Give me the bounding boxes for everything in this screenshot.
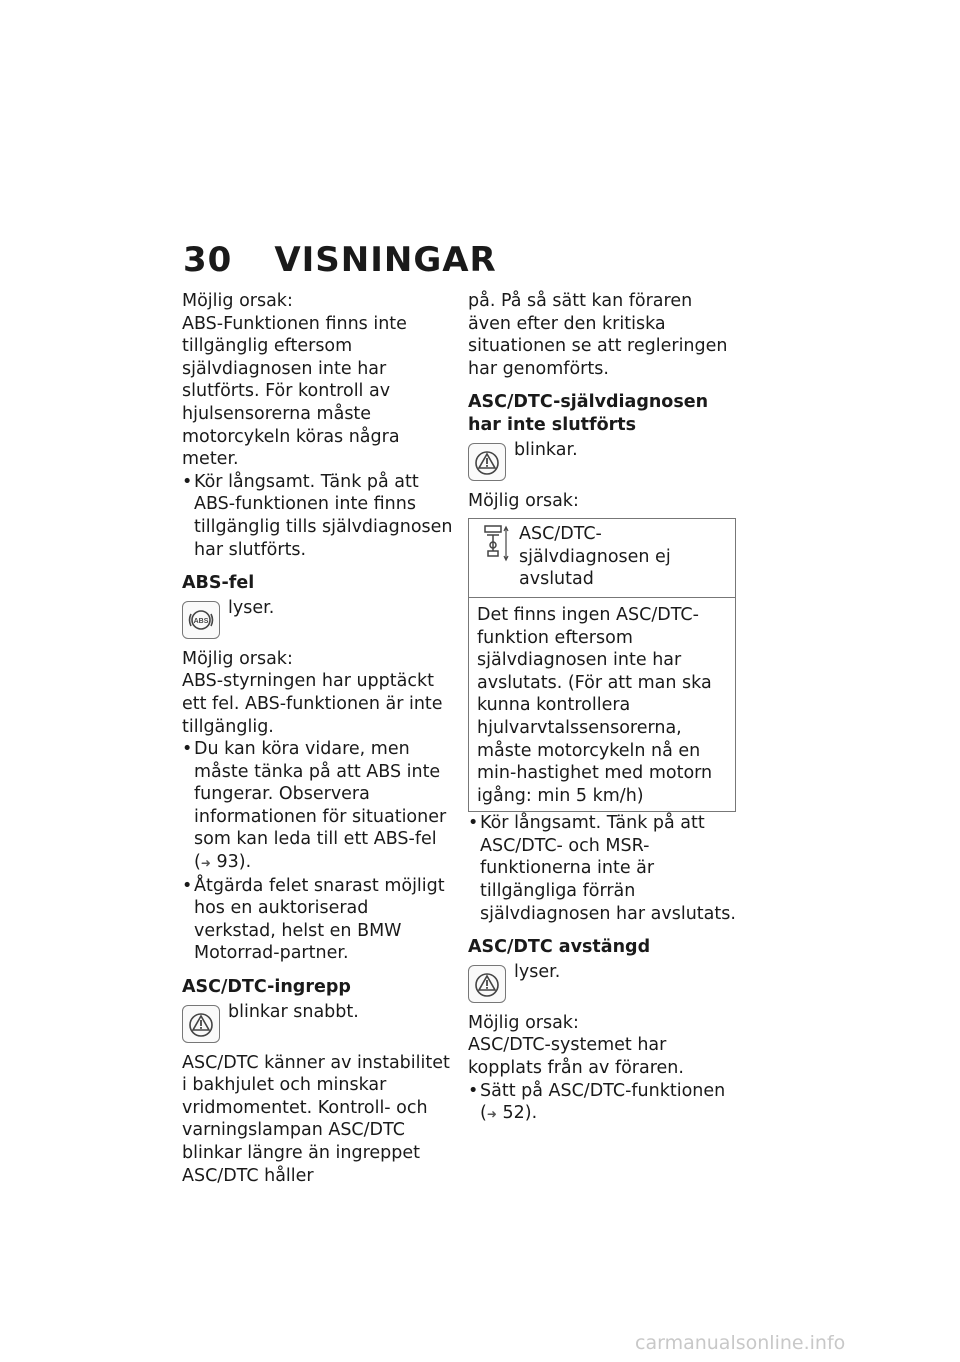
abs-lamp-icon [182, 601, 220, 639]
bullet-list [468, 812, 740, 925]
bullet-list [468, 1080, 740, 1126]
asc-lamp-status: blinkar snabbt. [228, 1001, 359, 1022]
asc-dtc-warning-triangle-icon [468, 443, 506, 481]
bullet-list [182, 471, 454, 561]
left-column [182, 290, 454, 1187]
paragraph: ASC/DTC-systemet har kopplats från av föraren. [468, 1035, 684, 1079]
engine-piston-icon [479, 523, 511, 565]
bullet-item: • Du kan köra vidare, men måste tänka på att ABS inte fungerar. Observera informationen för situationer som kan leda till ett ABS-fel (➜ 93). [182, 738, 454, 875]
page-reference: 93). [216, 852, 252, 873]
off-lamp-row [468, 961, 740, 1003]
page-reference-arrow-icon: ➜ [200, 856, 211, 871]
paragraph: på. På så sätt kan föraren även efter den kritiska situationen se att regleringen har genomförts. [468, 291, 728, 379]
info-box-body: Det finns ingen ASC/DTC-funktion eftersom självdiagnosen inte har avslutats. (För att man ska kunna kontrollera hjulvarvtalssensorerna, måste motorcykeln nå en min-hastighet med motorn igång: min 5 km/h) [477, 604, 713, 806]
diag-lamp-row [468, 439, 740, 481]
bullet-text: Du kan köra vidare, men måste tänka på att ABS inte fungerar. Observera informationen för situationer som kan leda till ett ABS-fel [194, 739, 447, 850]
asc-dtc-warning-triangle-icon [468, 965, 506, 1003]
paragraph: ABS-styrningen har upptäckt ett fel. ABS-funktionen är inte tillgänglig. [182, 671, 443, 737]
abs-lamp-row [182, 597, 454, 639]
cause-label: Möjlig orsak: [182, 648, 293, 669]
section-heading-abs-fault: ABS-fel [182, 573, 255, 594]
bullet-item: • Åtgärda felet snarast möjligt hos en auktoriserad verkstad, helst en BMW Motorrad-partner. [182, 875, 454, 965]
bullet-text: Sätt på ASC/DTC-funktionen [480, 1080, 726, 1101]
asc-lamp-row [182, 1001, 454, 1043]
page-header [183, 240, 497, 280]
right-column [468, 290, 740, 1126]
paragraph: ABS-Funktionen finns inte tillgänglig eftersom självdiagnosen inte har slutförts. För kontroll av hjulsensorerna måste motorcykeln köras några meter. [182, 313, 407, 470]
page-number: 30 [183, 240, 233, 280]
bullet-item: • Kör långsamt. Tänk på att ABS-funktionen inte finns tillgänglig tills självdiagnosen har slutförts. [182, 471, 454, 561]
off-lamp-status: lyser. [514, 961, 561, 982]
page-title: VISNINGAR [274, 240, 497, 280]
bullet-item: • Kör långsamt. Tänk på att ASC/DTC- och MSR-funktionerna inte är tillgängliga förrän självdiagnosen har avslutats. [468, 812, 740, 925]
cause-label: Möjlig orsak: [468, 490, 579, 511]
svg-text:ABS: ABS [193, 617, 209, 625]
info-box [468, 518, 736, 812]
cause-label: Möjlig orsak: [468, 1012, 579, 1033]
cause-label: Möjlig orsak: [182, 291, 293, 311]
section-heading-self-diagnosis: ASC/DTC-självdiagnosen har inte slutförts [468, 392, 709, 435]
watermark: carmanualsonline.info [635, 1332, 846, 1354]
info-box-header [469, 519, 735, 598]
info-box-title: ASC/DTC-självdiagnosen ej avslutad [519, 524, 671, 590]
section-heading-asc-intervention: ASC/DTC-ingrepp [182, 977, 351, 998]
bullet-list [182, 738, 454, 965]
diag-lamp-status: blinkar. [514, 439, 578, 460]
page-reference: 52). [502, 1103, 538, 1124]
page-reference-arrow-icon: ➜ [486, 1107, 497, 1122]
section-heading-asc-off: ASC/DTC avstängd [468, 937, 651, 958]
abs-lamp-status: lyser. [228, 597, 275, 618]
paragraph: ASC/DTC känner av instabilitet i bakhjulet och minskar vridmomentet. Kontroll- och varningslampan ASC/DTC blinkar längre än ingreppet ASC/DTC håller [182, 1052, 450, 1186]
bullet-item: • Sätt på ASC/DTC-funktionen (➜ 52). [468, 1080, 740, 1126]
asc-dtc-warning-triangle-icon [182, 1005, 220, 1043]
